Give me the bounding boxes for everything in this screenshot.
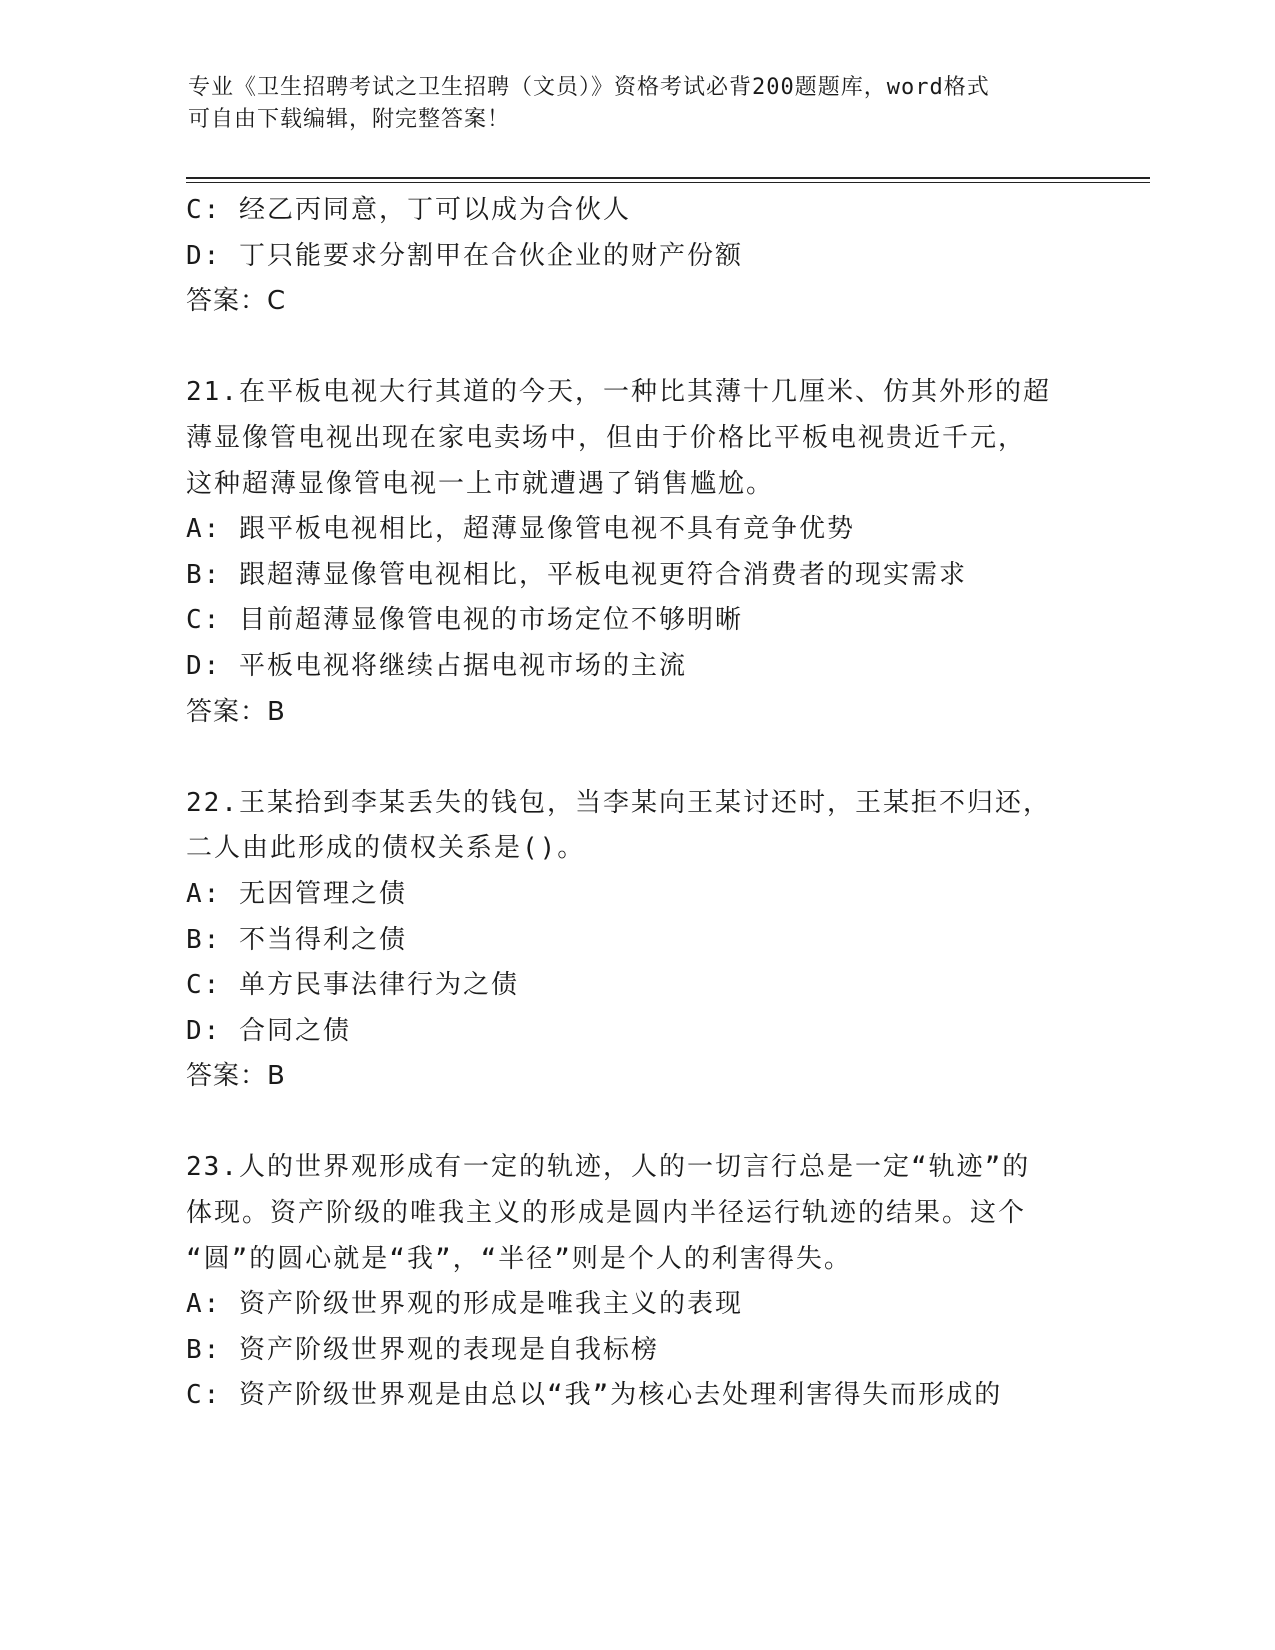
- question-stem-line: 21.在平板电视大行其道的今天，一种比其薄十几厘米、仿其外形的超: [186, 377, 1051, 408]
- option-b: B: 不当得利之债: [186, 924, 407, 955]
- question-23: [186, 1145, 1086, 1419]
- question-22: [186, 781, 1086, 1100]
- header-divider-thick: [186, 177, 1150, 179]
- question-stem-line: 22.王某拾到李某丢失的钱包，当李某向王某讨还时，王某拒不归还，: [186, 787, 1051, 818]
- question-stem-line: 薄显像管电视出现在家电卖场中，但由于价格比平板电视贵近千元，: [186, 422, 1027, 453]
- question-stem-line: “圆”的圆心就是“我”，“半径”则是个人的利害得失。: [186, 1243, 852, 1274]
- option-b: B: 资产阶级世界观的表现是自我标榜: [186, 1334, 659, 1365]
- option-c: C: 资产阶级世界观是由总以“我”为核心去处理利害得失而形成的: [186, 1380, 1003, 1411]
- question-stem-line: 二人由此形成的债权关系是()。: [186, 833, 586, 864]
- question-21: [186, 370, 1086, 735]
- header-divider-thin: [186, 182, 1150, 183]
- option-d: D: 丁只能要求分割甲在合伙企业的财产份额: [186, 240, 743, 271]
- answer-line: 答案：B: [186, 696, 286, 727]
- previous-question-tail: [186, 188, 1086, 325]
- question-content: [186, 188, 1086, 1419]
- option-a: A: 跟平板电视相比，超薄显像管电视不具有竞争优势: [186, 514, 855, 545]
- option-d: D: 合同之债: [186, 1015, 351, 1046]
- answer-line: 答案：C: [186, 286, 287, 317]
- question-stem-line: 体现。资产阶级的唯我主义的形成是圆内半径运行轨迹的结果。这个: [186, 1198, 1027, 1229]
- option-a: A: 无因管理之债: [186, 878, 407, 909]
- header-title-line-1: 专业《卫生招聘考试之卫生招聘（文员）》资格考试必背200题题库，word格式: [188, 75, 990, 100]
- question-stem-line: 这种超薄显像管电视一上市就遭遇了销售尴尬。: [186, 468, 775, 499]
- header-title-line-2: 可自由下载编辑，附完整答案！: [188, 107, 511, 132]
- answer-line: 答案：B: [186, 1061, 286, 1092]
- question-stem-line: 23.人的世界观形成有一定的轨迹，人的一切言行总是一定“轨迹”的: [186, 1152, 1031, 1183]
- option-d: D: 平板电视将继续占据电视市场的主流: [186, 650, 687, 681]
- option-a: A: 资产阶级世界观的形成是唯我主义的表现: [186, 1289, 743, 1320]
- document-header: [188, 72, 1068, 136]
- option-c: C: 经乙丙同意，丁可以成为合伙人: [186, 195, 631, 225]
- option-c: C: 目前超薄显像管电视的市场定位不够明晰: [186, 605, 743, 636]
- option-c: C: 单方民事法律行为之债: [186, 970, 519, 1001]
- option-b: B: 跟超薄显像管电视相比，平板电视更符合消费者的现实需求: [186, 559, 967, 590]
